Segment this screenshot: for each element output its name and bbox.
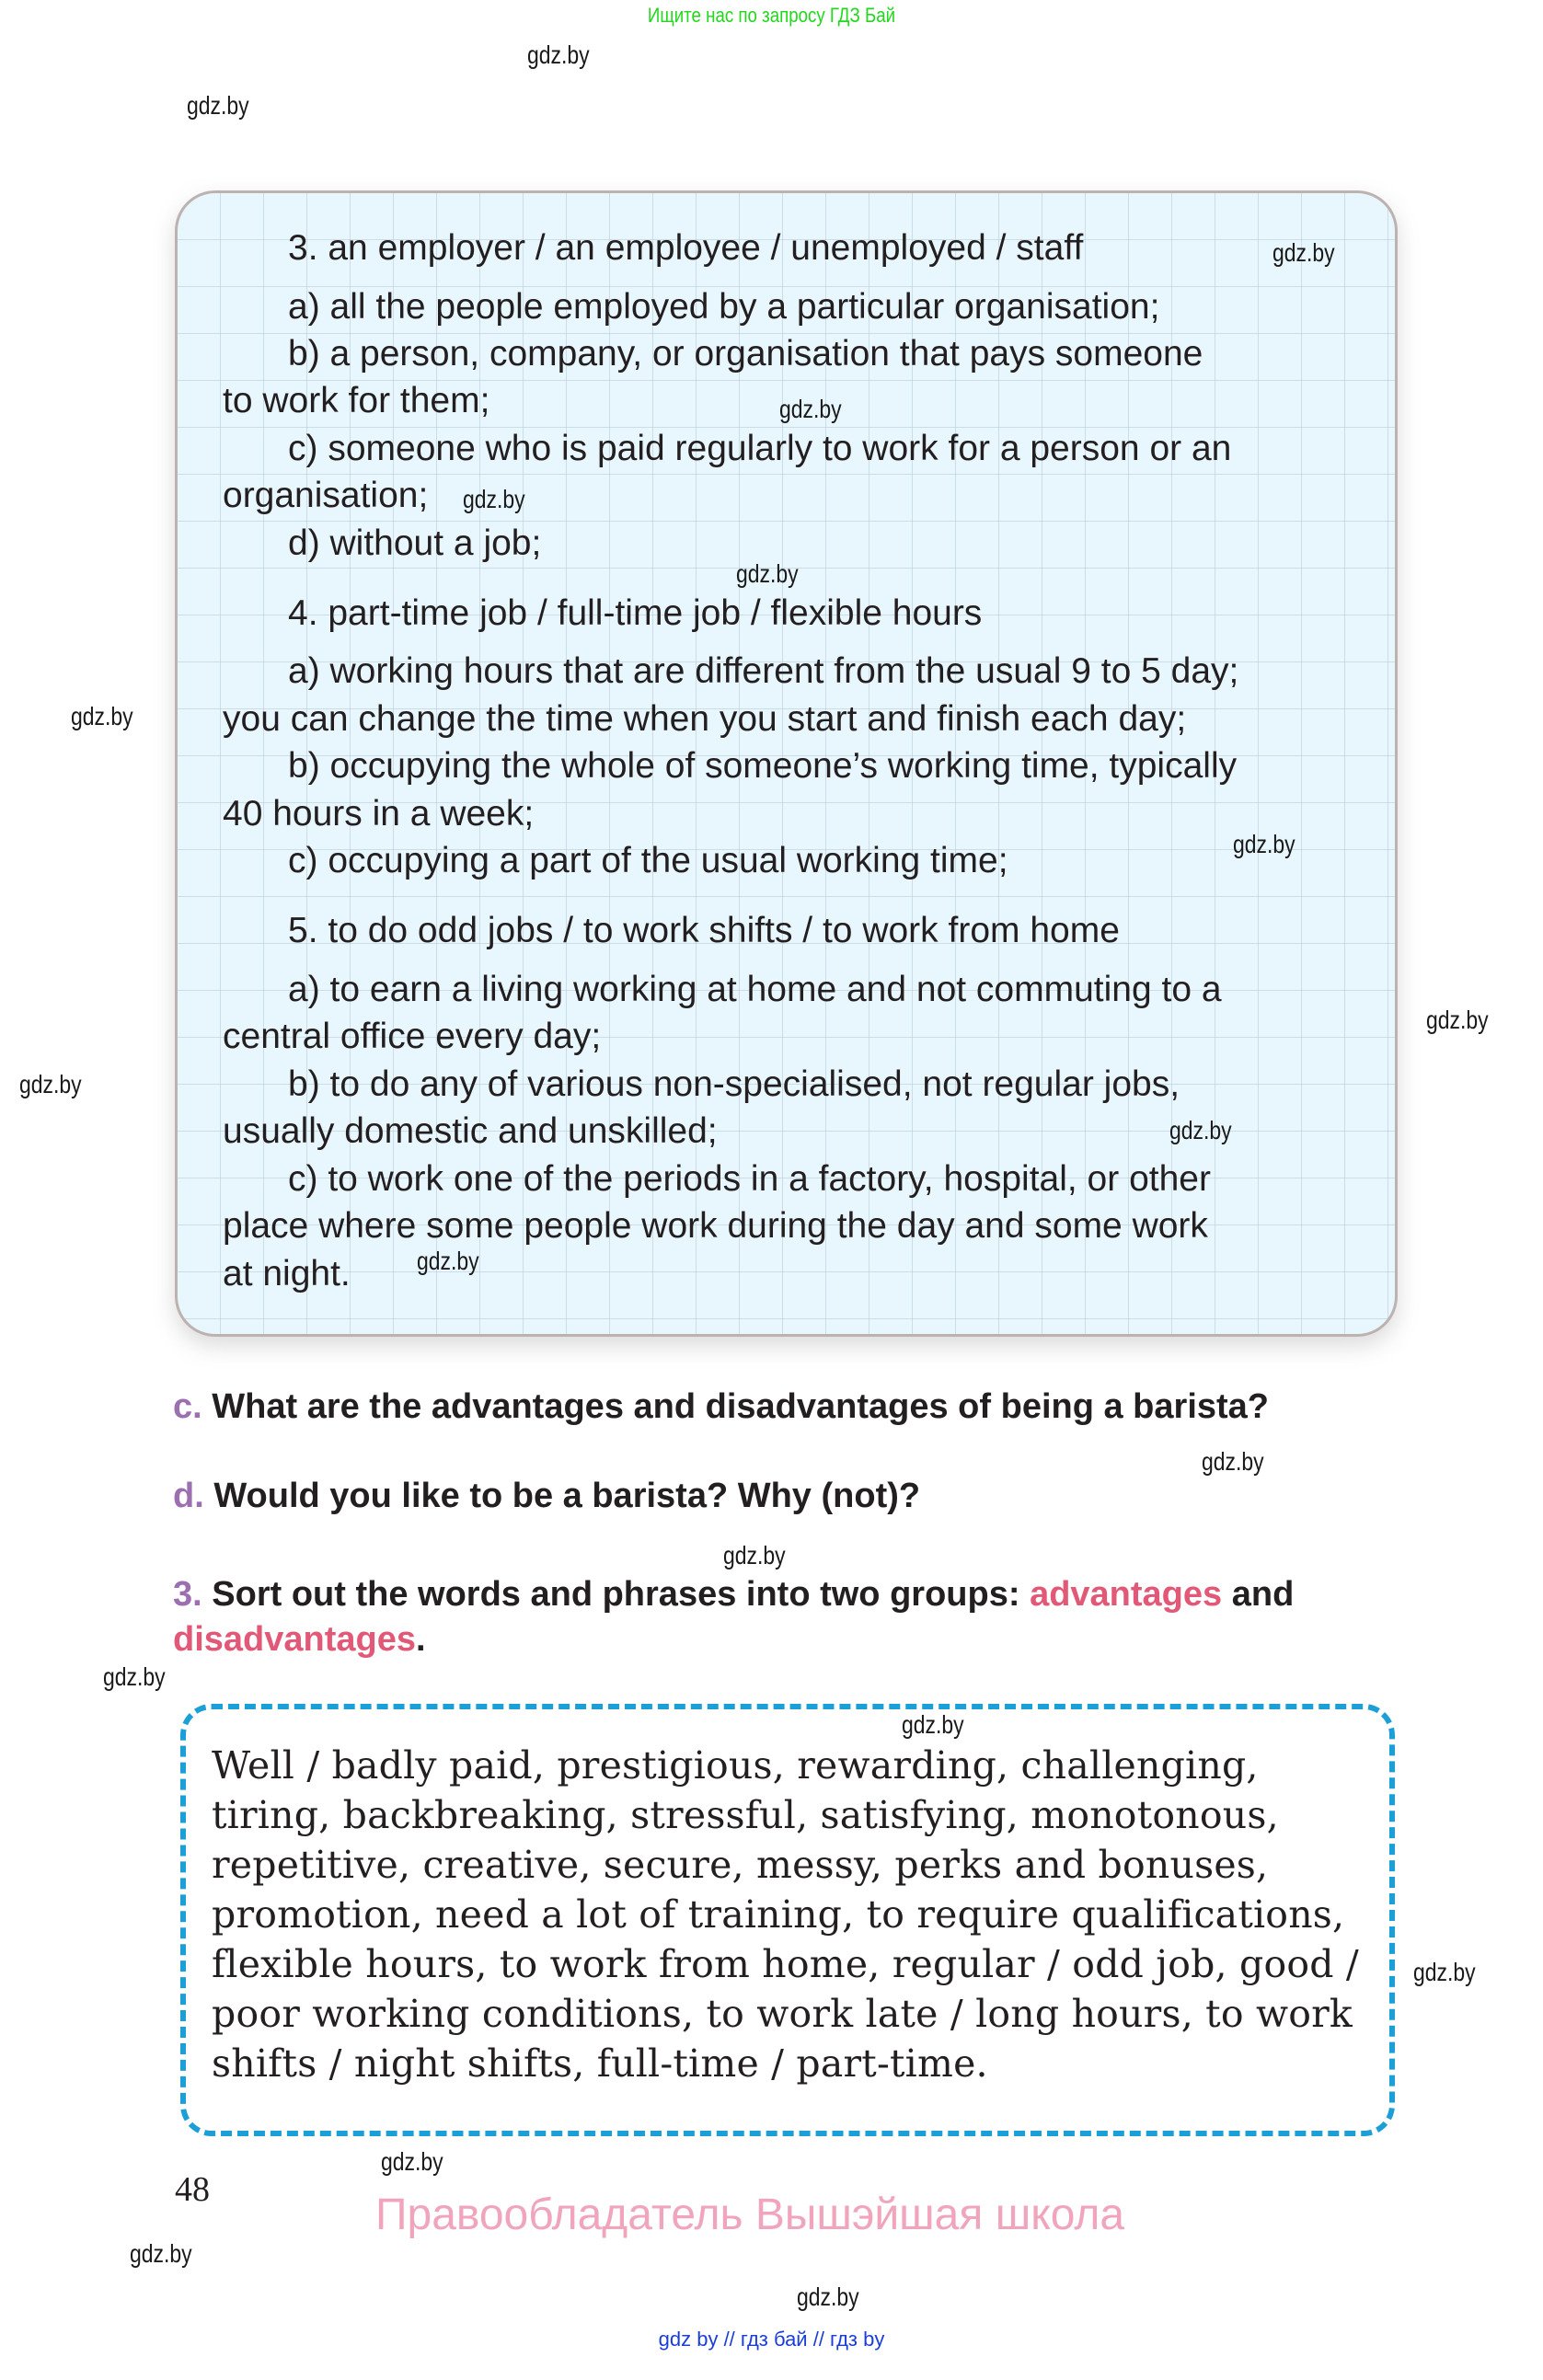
watermark: gdz.by [723, 1541, 786, 1569]
definition-line: central office every day; [223, 1017, 602, 1056]
question-d [173, 1477, 920, 1516]
task-3-instruction-cont [173, 1620, 426, 1660]
watermark: gdz.by [779, 395, 842, 423]
definition-line: to work for them; [223, 381, 490, 420]
definition-line: a) all the people employed by a particular organisation; [288, 287, 1160, 327]
copyright-owner-notice: Правообладатель Вышэйшая школа [375, 2190, 1125, 2239]
definition-line: organisation; [223, 476, 429, 515]
watermark: gdz.by [1233, 830, 1295, 858]
definition-line: b) a person, company, or organisation that pays someone [288, 334, 1203, 374]
task-text-mid: and [1231, 1575, 1295, 1614]
question-letter: c. [173, 1387, 202, 1426]
definition-line: you can change the time when you start and finish each day; [223, 699, 1187, 739]
watermark: gdz.by [1169, 1116, 1232, 1144]
watermark: gdz.by [71, 702, 133, 730]
group-heading: 4. part-time job / full-time job / flexible hours [288, 593, 983, 633]
word-bank-line: poor working conditions, to work late / long hours, to work [212, 1992, 1353, 2036]
definition-line: d) without a job; [288, 523, 542, 563]
task-text: Sort out the words and phrases into two groups: [212, 1575, 1020, 1614]
definition-line: a) to earn a living working at home and not commuting to a [288, 970, 1222, 1009]
definition-line: c) occupying a part of the usual working time; [288, 841, 1008, 880]
definition-line: place where some people work during the day and some work [223, 1206, 1208, 1246]
definition-line: 40 hours in a week; [223, 794, 535, 834]
word-bank-line: repetitive, creative, secure, messy, perks and bonuses, [212, 1843, 1269, 1887]
watermark: gdz.by [19, 1070, 82, 1098]
page-number: 48 [175, 2170, 210, 2209]
watermark: gdz.by [797, 2282, 859, 2311]
word-bank-line: tiring, backbreaking, stressful, satisfying, monotonous, [212, 1793, 1279, 1837]
definition-line: c) to work one of the periods in a factory, hospital, or other [288, 1159, 1211, 1199]
watermark: gdz.by [187, 91, 249, 120]
group-heading: 3. an employer / an employee / unemployed / staff [288, 228, 1084, 268]
watermark: gdz.by [1202, 1447, 1264, 1476]
task-number: 3. [173, 1575, 202, 1614]
definition-line: b) to do any of various non-specialised, not regular jobs, [288, 1064, 1180, 1104]
question-text: Would you like to be a barista? Why (not)? [213, 1477, 921, 1515]
watermark: gdz.by [381, 2147, 443, 2176]
watermark: gdz.by [1426, 1006, 1489, 1034]
question-letter: d. [173, 1477, 204, 1515]
watermark: gdz.by [130, 2239, 192, 2268]
definition-line: b) occupying the whole of someone’s working time, typically [288, 746, 1238, 786]
group-heading: 5. to do odd jobs / to work shifts / to work from home [288, 911, 1120, 950]
word-bank-line: shifts / night shifts, full-time / part-time. [212, 2041, 988, 2086]
footer-links[interactable]: gdz by // гдз бай // гдз by [658, 2328, 885, 2351]
watermark: gdz.by [736, 559, 799, 588]
watermark: gdz.by [463, 485, 525, 513]
definition-line: at night. [223, 1254, 351, 1293]
task-text-end: . [416, 1620, 426, 1659]
question-c [173, 1387, 1269, 1427]
definition-line: usually domestic and unskilled; [223, 1111, 718, 1151]
watermark: gdz.by [902, 1710, 964, 1739]
watermark: gdz.by [417, 1247, 479, 1275]
watermark: gdz.by [527, 40, 590, 69]
watermark: gdz.by [1413, 1958, 1476, 1986]
advantages-highlight: advantages [1030, 1575, 1223, 1614]
watermark: gdz.by [103, 1662, 166, 1691]
definition-line: c) someone who is paid regularly to work for a person or an [288, 429, 1232, 468]
task-3-instruction [173, 1575, 1294, 1615]
question-text: What are the advantages and disadvantages of being a barista? [212, 1387, 1270, 1426]
word-bank-line: promotion, need a lot of training, to require qualifications, [212, 1892, 1345, 1937]
word-bank-line: Well / badly paid, prestigious, rewarding, challenging, [212, 1743, 1259, 1788]
definition-line: a) working hours that are different from the usual 9 to 5 day; [288, 651, 1239, 691]
disadvantages-highlight: disadvantages [173, 1620, 416, 1659]
search-banner: Ищите нас по запросу ГДЗ Бай [647, 4, 896, 27]
watermark: gdz.by [1272, 238, 1335, 267]
word-bank-line: flexible hours, to work from home, regular / odd job, good / [212, 1942, 1359, 1986]
